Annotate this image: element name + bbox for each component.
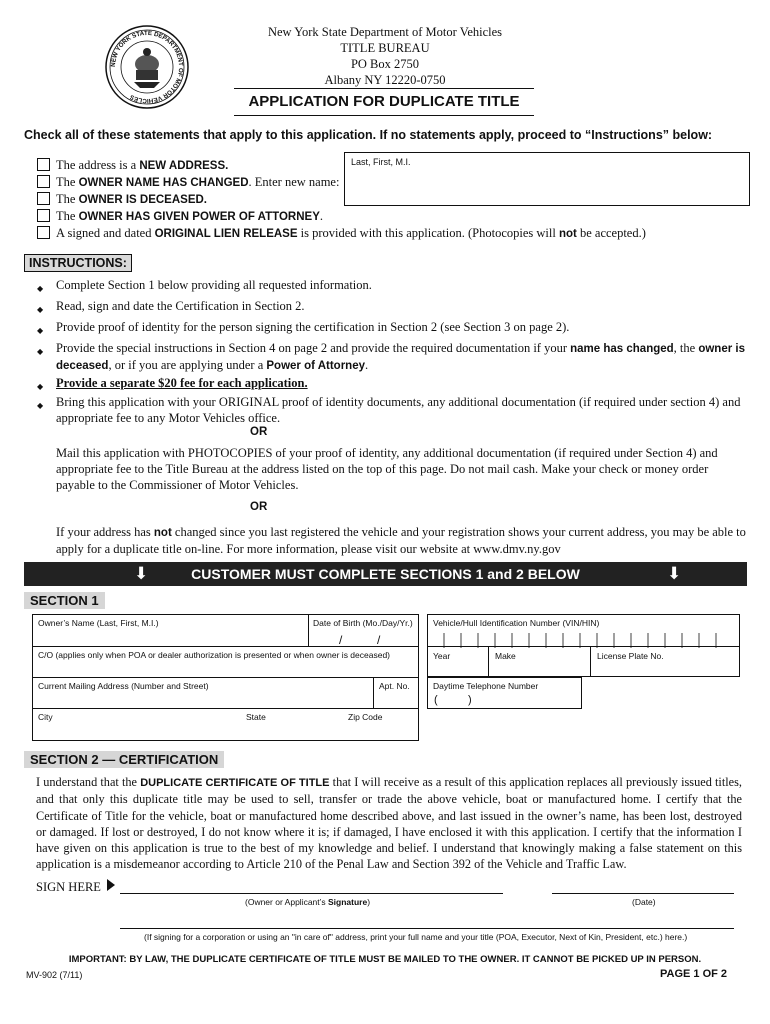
city-line: Albany NY 12220-0750 bbox=[324, 73, 446, 87]
city-field[interactable] bbox=[32, 708, 419, 741]
owner-deceased-checkbox[interactable] bbox=[37, 192, 50, 205]
stmt-lien-release: A signed and dated ORIGINAL LIEN RELEASE is provided with this application. (Photocopies will not be accepted.) bbox=[56, 226, 646, 240]
instructions-heading: INSTRUCTIONS: bbox=[24, 254, 132, 272]
print-name-line[interactable] bbox=[120, 928, 734, 929]
section-2-label: SECTION 2 — CERTIFICATION bbox=[24, 751, 224, 768]
stmt-name-changed: The OWNER NAME HAS CHANGED. Enter new name: bbox=[56, 175, 340, 189]
zip-label: Zip Code bbox=[348, 712, 383, 722]
phone-field[interactable] bbox=[427, 677, 582, 709]
banner-text: CUSTOMER MUST COMPLETE SECTIONS 1 and 2 BELOW bbox=[191, 566, 580, 582]
arrow-right-icon bbox=[106, 878, 116, 892]
instruction-1: ◆ Complete Section 1 below providing all requested information. bbox=[37, 278, 372, 293]
care-of-field[interactable] bbox=[32, 646, 419, 678]
instruction-2: ◆ Read, sign and date the Certification in Section 2. bbox=[37, 299, 305, 314]
lien-release-checkbox[interactable] bbox=[37, 226, 50, 239]
signature-caption: (Owner or Applicant’s Signature) bbox=[245, 897, 371, 907]
signature-line[interactable] bbox=[120, 893, 503, 894]
date-caption: (Date) bbox=[632, 897, 656, 907]
city-label: City bbox=[38, 712, 53, 722]
corporation-note: (If signing for a corporation or using an "in care of" address, print your full name and your title (POA, Executor, Next of Kin, President, etc.) here.) bbox=[144, 932, 688, 942]
instruction-4: ◆ Provide the special instructions in Section 4 on page 2 and provide the required documentation if your name has changed, the owner is deceased, or if you are applying under a Power of Attorney. bbox=[37, 341, 745, 372]
seal-graphic bbox=[104, 24, 190, 110]
vin-field[interactable] bbox=[427, 614, 740, 647]
instruction-6: ◆ Bring this application with your ORIGINAL proof of identity documents, any additional documentation (if required under section 4) and appropriate fee to any Motor Vehicles office. bbox=[37, 395, 741, 425]
or-separator-2: OR bbox=[250, 501, 268, 513]
stmt-power-of-attorney: The OWNER HAS GIVEN POWER OF ATTORNEY. bbox=[56, 209, 323, 223]
mailing-address-label: Current Mailing Address (Number and Street) bbox=[38, 681, 209, 691]
seal-text: NEW YORK STATE DEPARTMENT OF MOTOR VEHICLES bbox=[109, 29, 185, 105]
page-number: PAGE 1 OF 2 bbox=[660, 968, 728, 980]
check-intro: Check all of these statements that apply to this application. If no statements apply, proceed to “Instructions” below: bbox=[24, 128, 713, 142]
new-address-checkbox[interactable] bbox=[37, 158, 50, 171]
stmt-new-address: The address is a NEW ADDRESS. bbox=[56, 158, 229, 172]
down-arrow-icon: ⬇ bbox=[667, 564, 682, 583]
date-line[interactable] bbox=[552, 893, 734, 894]
instruction-5: ◆ Provide a separate $20 fee for each application. bbox=[37, 376, 308, 391]
dob-field[interactable] bbox=[308, 614, 419, 647]
owner-name-label: Owner’s Name (Last, First, M.I.) bbox=[38, 618, 159, 628]
year-field[interactable] bbox=[427, 646, 489, 677]
agency-name: New York State Department of Motor Vehicles bbox=[267, 25, 503, 39]
license-plate-field[interactable] bbox=[590, 646, 740, 677]
owner-name-field[interactable] bbox=[32, 614, 309, 647]
apt-number-field[interactable] bbox=[373, 677, 419, 709]
or-separator-1: OR bbox=[250, 426, 268, 438]
dob-separator: / bbox=[339, 633, 343, 647]
dob-label: Date of Birth (Mo./Day/Yr.) bbox=[313, 618, 413, 628]
online-instructions: If your address has not changed since you last registered the vehicle and your registration shows your current address, you may be able to apply for a duplicate title on-line. For more information, please visit our website at www.dmv.ny.gov bbox=[56, 525, 746, 556]
important-notice: IMPORTANT: BY LAW, THE DUPLICATE CERTIFICATE OF TITLE MUST BE MAILED TO THE OWNER. IT CANNOT BE PICKED UP IN PERSON. bbox=[68, 954, 702, 965]
form-id: MV-902 (7/11) bbox=[26, 970, 83, 980]
make-label: Make bbox=[495, 651, 516, 661]
instruction-3: ◆ Provide proof of identity for the person signing the certification in Section 2 (see Section 3 on page 2). bbox=[37, 320, 570, 335]
vin-label: Vehicle/Hull Identification Number (VIN/HIN) bbox=[433, 618, 600, 628]
care-of-label: C/O (applies only when POA or dealer authorization is presented or when owner is deceased) bbox=[38, 650, 390, 660]
apt-number-label: Apt. No. bbox=[379, 681, 410, 691]
phone-label: Daytime Telephone Number bbox=[433, 681, 539, 691]
make-field[interactable] bbox=[488, 646, 591, 677]
bureau-name: TITLE BUREAU bbox=[340, 41, 430, 55]
complete-sections-banner bbox=[24, 562, 747, 586]
phone-area-close: ) bbox=[468, 694, 472, 706]
stmt-owner-deceased: The OWNER IS DECEASED. bbox=[56, 192, 207, 206]
dob-separator: / bbox=[377, 633, 381, 647]
new-name-label: Last, First, M.I. bbox=[351, 157, 411, 167]
certification-text: I understand that the DUPLICATE CERTIFICATE OF TITLE that I will receive as a result of this application replaces all previously issued titles, and that only this duplicate title may be used to sell, transfer or trade the above vehicle, boat or manufactured home. I certify that the Certificate of Title for the vehicle, boat or manufactured home described above, and last issued in the owner’s name, has been lost, destroyed or damaged. If lost or destroyed, I do not know where it is; if damaged, I have enclosed it with this application. I certify that the information I have given on this application is true to the best of my knowledge and belief. I understand that knowingly making a false statement on this application is a misdemeanor according to Article 210 of the Penal Law and Section 392 of the Vehicle and Traffic Law. bbox=[36, 775, 742, 872]
sign-here-label: SIGN HERE bbox=[36, 880, 101, 894]
name-changed-checkbox[interactable] bbox=[37, 175, 50, 188]
new-name-box[interactable] bbox=[344, 152, 750, 206]
mail-instructions: Mail this application with PHOTOCOPIES of your proof of identity, any additional documentation (if required under Section 4) and appropriate fee to the Title Bureau at the address listed on the top of this page. Do not mail cash. Make your check or money order payable to the Commissioner of Motor Vehicles. bbox=[56, 446, 718, 492]
po-box: PO Box 2750 bbox=[350, 57, 420, 71]
license-plate-label: License Plate No. bbox=[597, 651, 664, 661]
down-arrow-icon: ⬇ bbox=[134, 564, 149, 583]
form-title: APPLICATION FOR DUPLICATE TITLE bbox=[248, 93, 520, 110]
phone-area-open: ( bbox=[434, 694, 438, 706]
form-title-box bbox=[234, 88, 534, 116]
state-seal bbox=[104, 24, 190, 110]
year-label: Year bbox=[433, 651, 451, 661]
mailing-address-field[interactable] bbox=[32, 677, 419, 709]
section-1-label: SECTION 1 bbox=[24, 592, 105, 609]
state-label: State bbox=[246, 712, 266, 722]
power-of-attorney-checkbox[interactable] bbox=[37, 209, 50, 222]
